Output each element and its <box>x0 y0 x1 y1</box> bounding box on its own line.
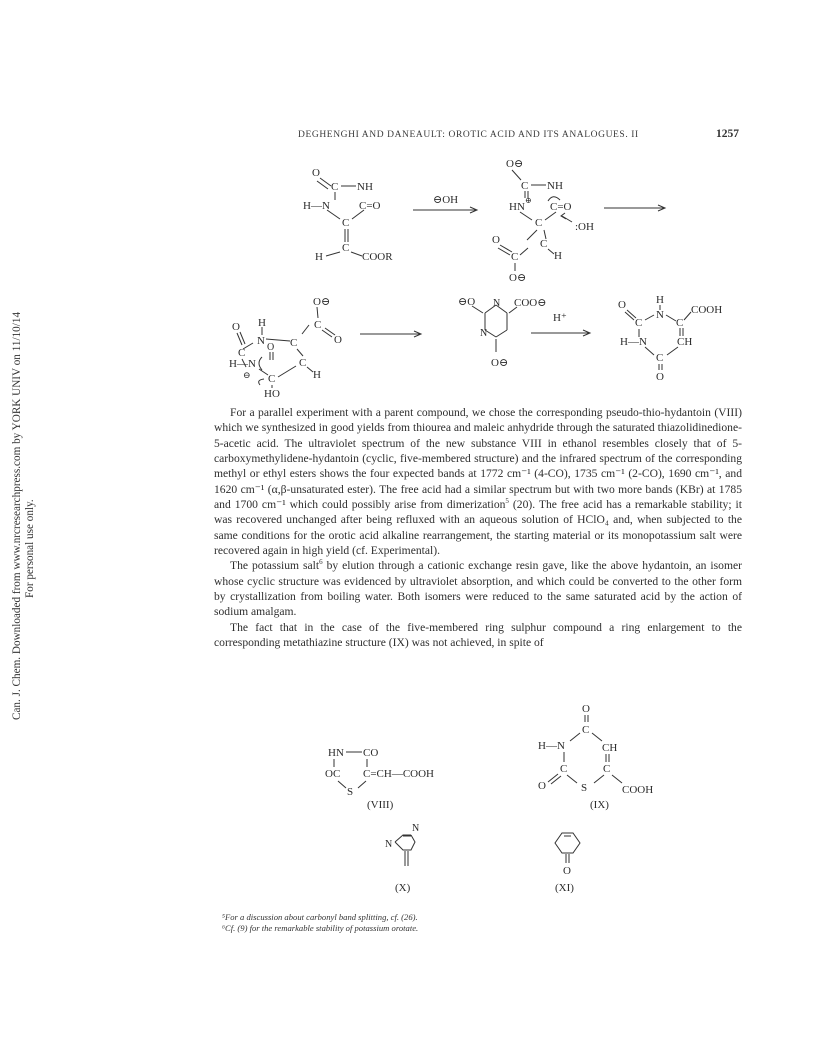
svg-text:N: N <box>385 839 393 850</box>
svg-text:C: C <box>342 217 350 229</box>
structure-xi <box>555 833 580 877</box>
label-x: (X) <box>395 882 411 894</box>
svg-text:H: H <box>554 250 562 262</box>
svg-text:C: C <box>582 724 590 736</box>
svg-text:O: O <box>538 780 546 792</box>
paragraph-2: The potassium salt$^6$ by elution through a cationic exchange resin gave, like the above hydantoin, an isomer whose cyclic structure was evidenced by ultraviolet absorption, and which could be converted to the other form by crystallization from boiling water. Both isomers were reduced to the same saturated acid by the action of sodium amalgam. <box>214 558 742 619</box>
svg-text:NH: NH <box>547 180 563 192</box>
svg-text:OC: OC <box>325 768 341 780</box>
svg-text:C: C <box>560 763 568 775</box>
svg-text:H—N: H—N <box>303 200 330 212</box>
svg-text:COOR: COOR <box>362 251 393 263</box>
svg-text:O: O <box>563 865 571 877</box>
structure-viii <box>325 747 434 798</box>
svg-text:N: N <box>480 328 488 339</box>
svg-text:C: C <box>540 238 548 250</box>
svg-text:C: C <box>314 319 322 331</box>
reagent-hydroxide: ⊖OH <box>433 194 459 206</box>
svg-text:O⊖: O⊖ <box>509 272 527 284</box>
svg-text:N: N <box>412 823 420 834</box>
svg-text:H—N: H—N <box>620 336 647 348</box>
body-text <box>214 405 742 651</box>
svg-text:O: O <box>618 299 626 311</box>
svg-text:HO: HO <box>264 388 280 400</box>
svg-text:COOH: COOH <box>691 304 723 316</box>
svg-text:S: S <box>581 782 588 794</box>
svg-text:COO⊖: COO⊖ <box>514 297 547 309</box>
footnotes <box>222 912 418 934</box>
svg-text:N: N <box>493 298 501 309</box>
svg-text:N: N <box>656 309 664 321</box>
svg-text:H: H <box>313 369 321 381</box>
svg-text:COOH: COOH <box>622 784 654 796</box>
svg-text:CH: CH <box>677 336 693 348</box>
svg-text:C: C <box>521 180 529 192</box>
svg-text:O⊖: O⊖ <box>506 158 524 170</box>
svg-text:C: C <box>331 181 339 193</box>
svg-text:C: C <box>656 352 664 364</box>
running-head: DEGHENGHI AND DANEAULT: OROTIC ACID AND ITS ANALOGUES. II <box>298 130 639 140</box>
svg-text:C: C <box>342 242 350 254</box>
svg-text:C=CH—COOH: C=CH—COOH <box>363 768 434 780</box>
hydroxide-label: :OH <box>575 221 594 233</box>
structure-x <box>385 823 419 866</box>
svg-text:O: O <box>232 321 240 333</box>
paragraph-3: The fact that in the case of the five-membered ring sulphur compound a ring enlargement to the corresponding metathiazine structure (IX) was not achieved, in spite of <box>214 620 742 650</box>
svg-text:⊖: ⊖ <box>243 370 251 380</box>
svg-text:NH: NH <box>357 181 373 193</box>
watermark-line-2: For personal use only. <box>24 499 36 598</box>
label-xi: (XI) <box>555 882 574 894</box>
svg-text:HN: HN <box>328 747 344 759</box>
svg-text:H—N: H—N <box>229 358 256 370</box>
svg-text:⊖O: ⊖O <box>458 296 476 308</box>
footnote-5: ⁵For a discussion about carbonyl band splitting, cf. (26). <box>222 912 418 922</box>
svg-text:C: C <box>299 357 307 369</box>
svg-text:C: C <box>635 317 643 329</box>
svg-text:H—N: H—N <box>538 740 565 752</box>
svg-text:O⊖: O⊖ <box>313 296 331 308</box>
svg-text:O: O <box>312 167 320 179</box>
svg-text:C: C <box>268 373 276 385</box>
page-number: 1257 <box>716 128 739 140</box>
svg-text:⊕: ⊕ <box>525 196 532 205</box>
svg-text:O: O <box>492 234 500 246</box>
svg-text:H: H <box>258 317 266 329</box>
svg-text:S: S <box>347 786 354 798</box>
svg-text:N: N <box>257 335 265 347</box>
watermark-line-1: Can. J. Chem. Downloaded from www.nrcresearchpress.com by YORK UNIV on 11/10/14 <box>11 311 23 720</box>
svg-text:C: C <box>603 763 611 775</box>
svg-text:O: O <box>656 371 664 383</box>
svg-text:CH: CH <box>602 742 618 754</box>
footnote-6: ⁶Cf. (9) for the remarkable stability of potassium orotate. <box>222 923 419 933</box>
svg-text:C: C <box>238 347 246 359</box>
svg-text:O: O <box>334 334 342 346</box>
svg-text:C=O: C=O <box>550 201 572 213</box>
svg-text:CO: CO <box>363 747 379 759</box>
svg-text:HN: HN <box>509 201 525 213</box>
structure-intermediate-2 <box>229 296 342 400</box>
svg-text:H: H <box>656 294 664 306</box>
label-ix: (IX) <box>590 799 609 811</box>
structure-orotic-acid <box>618 294 722 383</box>
svg-text:O: O <box>582 703 590 715</box>
svg-text:C: C <box>290 337 298 349</box>
label-viii: (VIII) <box>367 799 394 811</box>
structure-intermediate-1 <box>492 158 594 284</box>
structure-ix <box>538 703 653 796</box>
svg-text:C=O: C=O <box>359 200 381 212</box>
svg-text:C: C <box>676 317 684 329</box>
svg-text:H: H <box>315 251 323 263</box>
reagent-proton: H⁺ <box>553 312 567 324</box>
structure-hydantoin-ester <box>303 167 393 263</box>
svg-text:O: O <box>267 342 275 353</box>
svg-text:C: C <box>511 251 519 263</box>
svg-text:O⊖: O⊖ <box>491 357 509 369</box>
paragraph-1: For a parallel experiment with a parent compound, we chose the corresponding pseudo-thio-hydantoin (VIII) which we synthesized in good yields from thiourea and maleic anhydride through the saturated thiazolidinedione-5-acetic acid. The ultraviolet spectrum of the new substance VIII in ethanol resembles closely that of 5-carboxymethylidene-hydantoin (cyclic, five-membered structure) and the infrared spectrum of the corresponding methyl or ethyl esters shows the four expected bands at 1772 cm⁻¹ (4-CO), 1735 cm⁻¹ (2-CO), 1690 cm⁻¹, and 1620 cm⁻¹ (α,β-unsaturated ester). The free acid had a similar spectrum but with two more bands (KBr) at 1785 and 1700 cm⁻¹ which could possibly arise from dimerization$^5$ (20). The free acid has a remarkable stability; it was recovered unchanged after being refluxed with an aqueous solution of HClO₄ and, when subjected to the same conditions for the orotic acid alkaline rearrangement, the starting material or its monopotassium salt were recovered again in high yield (cf. Experimental). <box>214 406 742 558</box>
svg-text:C: C <box>535 217 543 229</box>
